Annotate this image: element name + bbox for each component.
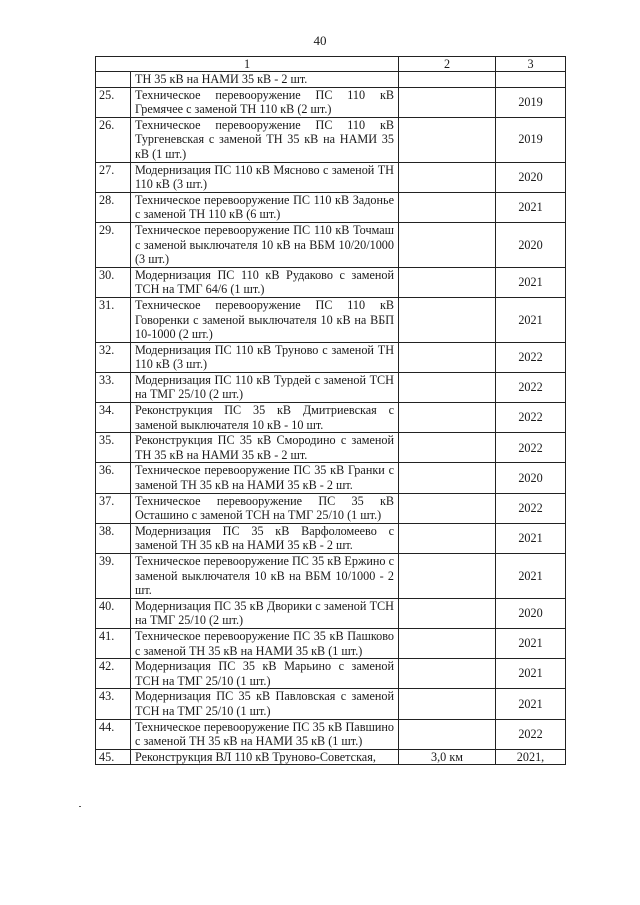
- row-year: 2021: [496, 628, 566, 658]
- table-row: [96, 523, 566, 553]
- row-quantity: [399, 222, 496, 267]
- table-row: [96, 689, 566, 719]
- table-row: [96, 433, 566, 463]
- row-number: 34.: [96, 403, 131, 433]
- table-row: [96, 162, 566, 192]
- row-year: 2020: [496, 162, 566, 192]
- row-description: Модернизация ПС 35 кВ Марьино с заменой ТСН на ТМГ 25/10 (1 шт.): [131, 659, 399, 689]
- table-row: [96, 117, 566, 162]
- row-description: Реконструкция ВЛ 110 кВ Труново-Советская,: [131, 749, 399, 765]
- row-number: 32.: [96, 342, 131, 372]
- row-year: [496, 72, 566, 88]
- table-row: [96, 87, 566, 117]
- row-year: 2022: [496, 719, 566, 749]
- header-col-2: 2: [399, 57, 496, 72]
- row-number: 41.: [96, 628, 131, 658]
- page-number: 40: [313, 33, 327, 48]
- row-quantity: [399, 689, 496, 719]
- row-quantity: [399, 403, 496, 433]
- row-description: Модернизация ПС 35 кВ Варфоломеево с заменой ТН 35 кВ на НАМИ 35 кВ - 2 шт.: [131, 523, 399, 553]
- row-number: 37.: [96, 493, 131, 523]
- row-year: 2021,: [496, 749, 566, 765]
- row-description: Модернизация ПС 35 кВ Дворики с заменой ТСН на ТМГ 25/10 (2 шт.): [131, 598, 399, 628]
- row-description: Модернизация ПС 110 кВ Мясново с заменой ТН 110 кВ (3 шт.): [131, 162, 399, 192]
- table-row: [96, 72, 566, 88]
- table-header-row: [96, 57, 566, 72]
- row-description: Техническое перевооружение ПС 35 кВ Гранки с заменой ТН 35 кВ на НАМИ 35 кВ - 2 шт.: [131, 463, 399, 493]
- row-description: Модернизация ПС 35 кВ Павловская с заменой ТСН на ТМГ 25/10 (1 шт.): [131, 689, 399, 719]
- row-number: 26.: [96, 117, 131, 162]
- row-number: 45.: [96, 749, 131, 765]
- table-row: [96, 297, 566, 342]
- row-description: Техническое перевооружение ПС 110 кВ Тургеневская с заменой ТН 35 кВ на НАМИ 35 кВ (1 шт.): [131, 117, 399, 162]
- row-number: 35.: [96, 433, 131, 463]
- row-quantity: [399, 267, 496, 297]
- table-row: [96, 222, 566, 267]
- table-row: [96, 628, 566, 658]
- row-year: 2020: [496, 222, 566, 267]
- row-number: 42.: [96, 659, 131, 689]
- table-row: [96, 372, 566, 402]
- row-number: 40.: [96, 598, 131, 628]
- row-description: Реконструкция ПС 35 кВ Смородино с заменой ТН 35 кВ на НАМИ 35 кВ - 2 шт.: [131, 433, 399, 463]
- row-number: [96, 72, 131, 88]
- table-row: [96, 659, 566, 689]
- row-number: 44.: [96, 719, 131, 749]
- row-year: 2022: [496, 342, 566, 372]
- row-description: Техническое перевооружение ПС 110 кВ Гремячее с заменой ТН 110 кВ (2 шт.): [131, 87, 399, 117]
- row-number: 36.: [96, 463, 131, 493]
- row-number: 38.: [96, 523, 131, 553]
- row-description: Модернизация ПС 110 кВ Рудаково с заменой ТСН на ТМГ 64/6 (1 шт.): [131, 267, 399, 297]
- row-number: 29.: [96, 222, 131, 267]
- row-year: 2020: [496, 598, 566, 628]
- row-description: Техническое перевооружение ПС 35 кВ Пашково с заменой ТН 35 кВ на НАМИ 35 кВ (1 шт.): [131, 628, 399, 658]
- row-year: 2019: [496, 117, 566, 162]
- row-quantity: [399, 342, 496, 372]
- table-body: [96, 57, 566, 765]
- row-quantity: [399, 72, 496, 88]
- row-year: 2020: [496, 463, 566, 493]
- row-quantity: [399, 719, 496, 749]
- row-description: Техническое перевооружение ПС 110 кВ Говоренки с заменой выключателя 10 кВ на ВБП 10-1000 (2 шт.): [131, 297, 399, 342]
- table-row: [96, 719, 566, 749]
- row-quantity: [399, 192, 496, 222]
- row-number: 28.: [96, 192, 131, 222]
- row-description: Техническое перевооружение ПС 110 кВ Точмаш с заменой выключателя 10 кВ на ВБМ 10/20/1000 (3 шт.): [131, 222, 399, 267]
- table-row: [96, 463, 566, 493]
- row-quantity: [399, 433, 496, 463]
- row-quantity: [399, 117, 496, 162]
- row-year: 2021: [496, 523, 566, 553]
- row-quantity: [399, 463, 496, 493]
- row-quantity: 3,0 км: [399, 749, 496, 765]
- row-description: Модернизация ПС 110 кВ Турдей с заменой ТСН на ТМГ 25/10 (2 шт.): [131, 372, 399, 402]
- row-quantity: [399, 659, 496, 689]
- row-number: 43.: [96, 689, 131, 719]
- table-row: [96, 598, 566, 628]
- table-row: [96, 192, 566, 222]
- table-row: [96, 493, 566, 523]
- row-quantity: [399, 297, 496, 342]
- row-description: ТН 35 кВ на НАМИ 35 кВ - 2 шт.: [131, 72, 399, 88]
- row-quantity: [399, 598, 496, 628]
- row-year: 2021: [496, 689, 566, 719]
- row-description: Техническое перевооружение ПС 110 кВ Задонье с заменой ТН 110 кВ (6 шт.): [131, 192, 399, 222]
- row-year: 2022: [496, 493, 566, 523]
- row-quantity: [399, 554, 496, 599]
- row-description: Техническое перевооружение ПС 35 кВ Ержино с заменой выключателя 10 кВ на ВБМ 10/1000 - 2 шт.: [131, 554, 399, 599]
- row-number: 33.: [96, 372, 131, 402]
- row-quantity: [399, 493, 496, 523]
- row-year: 2021: [496, 267, 566, 297]
- row-year: 2021: [496, 554, 566, 599]
- row-year: 2019: [496, 87, 566, 117]
- row-description: Техническое перевооружение ПС 35 кВ Павшино с заменой ТН 35 кВ на НАМИ 35 кВ (1 шт.): [131, 719, 399, 749]
- row-description: Модернизация ПС 110 кВ Труново с заменой ТН 110 кВ (3 шт.): [131, 342, 399, 372]
- row-year: 2022: [496, 403, 566, 433]
- table-row: [96, 749, 566, 765]
- row-description: Реконструкция ПС 35 кВ Дмитриевская с заменой выключателя 10 кВ - 10 шт.: [131, 403, 399, 433]
- table-row: [96, 267, 566, 297]
- row-quantity: [399, 87, 496, 117]
- header-col-1: 1: [96, 57, 399, 72]
- row-description: Техническое перевооружение ПС 35 кВ Осташино с заменой ТСН на ТМГ 25/10 (1 шт.): [131, 493, 399, 523]
- works-table: [95, 56, 566, 765]
- row-quantity: [399, 628, 496, 658]
- row-quantity: [399, 162, 496, 192]
- scan-speck: [79, 806, 81, 807]
- table-row: [96, 342, 566, 372]
- row-year: 2022: [496, 433, 566, 463]
- row-number: 30.: [96, 267, 131, 297]
- row-year: 2021: [496, 192, 566, 222]
- row-number: 27.: [96, 162, 131, 192]
- row-year: 2021: [496, 659, 566, 689]
- row-year: 2021: [496, 297, 566, 342]
- row-number: 25.: [96, 87, 131, 117]
- table-row: [96, 403, 566, 433]
- row-quantity: [399, 372, 496, 402]
- table-row: [96, 554, 566, 599]
- row-year: 2022: [496, 372, 566, 402]
- row-quantity: [399, 523, 496, 553]
- header-col-3: 3: [496, 57, 566, 72]
- row-number: 31.: [96, 297, 131, 342]
- row-number: 39.: [96, 554, 131, 599]
